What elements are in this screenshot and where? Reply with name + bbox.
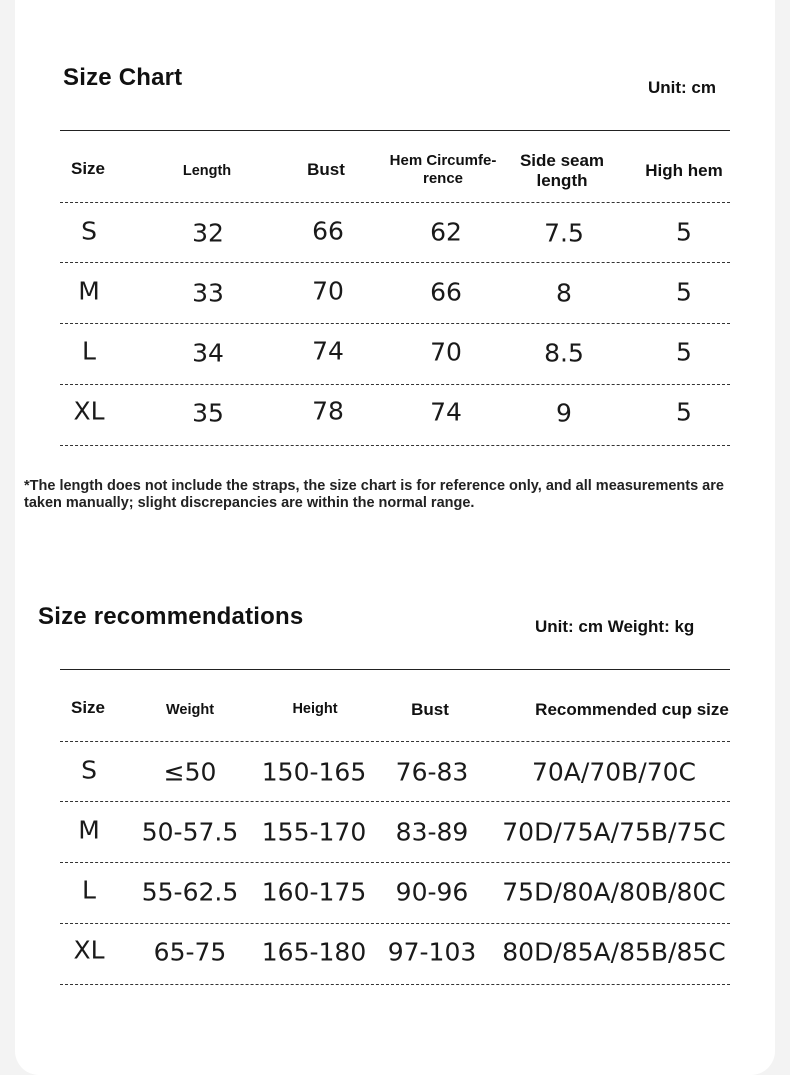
weight-cell: ≤50 (163, 757, 217, 787)
height-cell: 155-170 (261, 817, 367, 847)
size-cell: XL (73, 935, 105, 965)
bust-cell: 90-96 (395, 877, 469, 907)
length-cell: 35 (192, 398, 224, 428)
height-cell: 165-180 (261, 937, 367, 967)
size-chart-rule (60, 445, 730, 446)
bust-cell: 66 (312, 216, 344, 246)
header-bust: Bust (411, 700, 449, 719)
hem-cell: 66 (430, 277, 462, 307)
size-chart-rule (60, 384, 730, 385)
length-cell: 33 (192, 278, 224, 308)
hem-cell: 70 (430, 337, 462, 367)
length-cell: 34 (192, 338, 224, 368)
recommendations-rule (60, 801, 730, 802)
size-cell: S (81, 216, 97, 246)
recommendations-rule (60, 862, 730, 863)
recommendations-title: Size recommendations (38, 603, 304, 630)
header-recommended-cup-size: Recommended cup size (535, 700, 729, 719)
high-hem-cell: 5 (676, 277, 692, 307)
weight-cell: 50-57.5 (141, 817, 239, 847)
side-seam-cell: 9 (556, 398, 572, 428)
hem-cell: 62 (430, 217, 462, 247)
size-cell: M (78, 815, 100, 845)
size-cell: L (82, 875, 96, 905)
bust-cell: 76-83 (395, 757, 469, 787)
height-cell: 150-165 (261, 757, 367, 787)
bust-cell: 78 (312, 396, 344, 426)
size-chart-unit: Unit: cm (648, 78, 716, 97)
recommendations-top-rule (60, 669, 730, 670)
recommendations-rule (60, 741, 730, 742)
bust-cell: 70 (312, 276, 344, 306)
hem-cell: 74 (430, 397, 462, 427)
side-seam-cell: 8 (556, 278, 572, 308)
size-chart-rule (60, 202, 730, 203)
bust-cell: 74 (312, 336, 344, 366)
side-seam-cell: 7.5 (544, 218, 584, 248)
high-hem-cell: 5 (676, 217, 692, 247)
header-length: Length (182, 163, 232, 179)
size-chart-rule (60, 323, 730, 324)
header-side-seam-length: Side seam length (519, 151, 605, 190)
size-cell: M (78, 276, 100, 306)
header-size: Size (70, 159, 106, 178)
high-hem-cell: 5 (676, 337, 692, 367)
bust-cell: 97-103 (387, 937, 477, 967)
size-chart-top-rule (60, 130, 730, 131)
weight-cell: 65-75 (153, 937, 227, 967)
size-chart-rule (60, 262, 730, 263)
weight-cell: 55-62.5 (141, 877, 239, 907)
cup-size-cell: 75D/80A/80B/80C (502, 877, 726, 907)
bust-cell: 83-89 (395, 817, 469, 847)
size-chart-title: Size Chart (63, 64, 183, 91)
size-cell: S (81, 755, 97, 785)
length-cell: 32 (192, 218, 224, 248)
recommendations-rule (60, 984, 730, 985)
header-height: Height (292, 701, 338, 717)
header-size: Size (70, 698, 106, 717)
size-chart-footnote: *The length does not include the straps, the size chart is for reference only, and all measurements are taken manually; slight discrepancies are within the normal range. (24, 478, 724, 511)
cup-size-cell: 80D/85A/85B/85C (502, 937, 726, 967)
recommendations-rule (60, 923, 730, 924)
high-hem-cell: 5 (676, 397, 692, 427)
header-bust: Bust (307, 160, 345, 179)
side-seam-cell: 8.5 (544, 338, 584, 368)
cup-size-cell: 70D/75A/75B/75C (502, 817, 726, 847)
size-cell: L (82, 336, 96, 366)
recommendations-unit: Unit: cm Weight: kg (535, 617, 695, 636)
height-cell: 160-175 (261, 877, 367, 907)
size-cell: XL (73, 396, 105, 426)
header-high-hem: High hem (645, 161, 723, 180)
cup-size-cell: 70A/70B/70C (532, 757, 696, 787)
header-weight: Weight (165, 702, 215, 718)
header-hem-circumference: Hem Circumfe- rence (389, 152, 497, 187)
